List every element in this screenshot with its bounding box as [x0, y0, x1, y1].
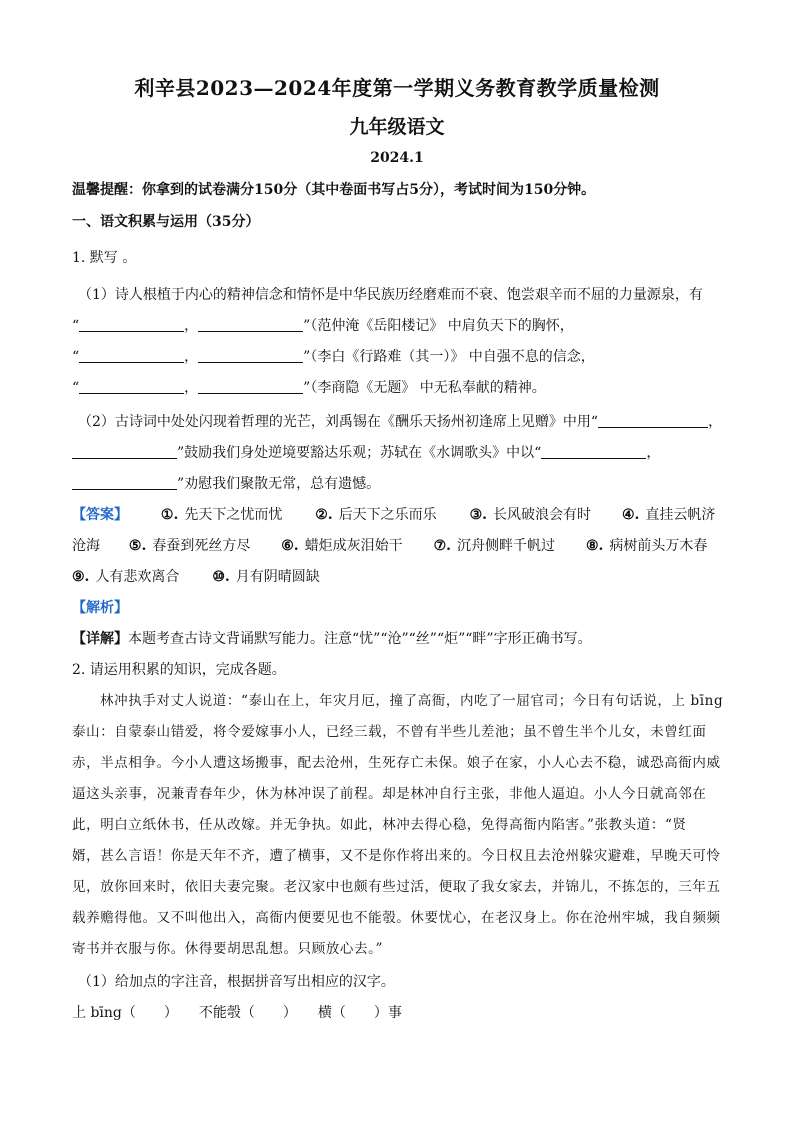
- answer-line1: [72, 505, 732, 525]
- q1-part1-line2: [72, 316, 732, 336]
- answer-num: ②.: [315, 507, 333, 523]
- answer-num: ⑧.: [585, 538, 604, 554]
- q1-part2-line3: [72, 474, 732, 494]
- q2-title: 2. 请运用积累的知识，完成各题。: [72, 662, 286, 678]
- answer-num: ⑥.: [281, 538, 299, 554]
- blank-6[interactable]: [198, 379, 303, 394]
- q1-part2-text: （2）古诗词中处处闪现着哲理的光芒，刘禹锡在《酬乐天扬州初逢席上见赠》中用“: [78, 414, 599, 430]
- quote-open: “: [72, 349, 80, 365]
- q1-part2-line2: [72, 443, 732, 463]
- passage-line: 林冲执手对丈人说道：“泰山在上，年灾月厄，撞了高衙，内吃了一屈官司；今日有句话说，上 bīng: [100, 693, 724, 709]
- blank-2[interactable]: [198, 317, 303, 332]
- answer-num: ⑩.: [212, 569, 230, 585]
- q1-line2-source: ”（范仲淹《岳阳楼记》 中肩负天下的胸怀，: [303, 318, 574, 334]
- answer-line2: [72, 536, 732, 556]
- passage-line: 见，放你回来时，依旧夫妻完聚。老汉家中也颇有些过活，便取了我女家去，并锦儿，不拣怎的，三年五: [72, 879, 721, 895]
- comma: ，: [646, 445, 661, 461]
- answer-num: ③.: [469, 507, 488, 523]
- passage-line: 此，明白立纸休书，任从改嫁。并无争执。如此，林冲去得心稳，免得高衙内陷害。”张教头道：“贤: [72, 817, 687, 833]
- answer-item: 沧海: [72, 538, 100, 554]
- answer-item: 后天下之乐而乐: [338, 507, 437, 523]
- answer-label: 【答案】: [72, 507, 128, 523]
- exam-title: 利辛县2023—2024年度第一学期义务教育教学质量检测: [134, 76, 660, 100]
- q1-title: 1. 默写 。: [72, 250, 137, 266]
- blank-7[interactable]: [598, 413, 708, 428]
- comma: ，: [184, 318, 199, 334]
- blank-8[interactable]: [72, 444, 177, 459]
- exam-date: 2024.1: [370, 150, 424, 166]
- passage-line: 载养赡得他。又不叫他出入，高衙内便要见也不能彀。休要忧心，在老汉身上。你在沧州牢城，我自频频: [72, 910, 721, 926]
- answer-item: 沉舟侧畔千帆过: [457, 538, 556, 554]
- q2-sub1-items: 上 bīng（ ） 不能彀（ ） 横（ ）事: [72, 1005, 402, 1021]
- answer-item: 长风破浪会有时: [493, 507, 592, 523]
- blank-1[interactable]: [79, 317, 184, 332]
- answer-item: 月有阴晴圆缺: [235, 569, 320, 585]
- passage-line: 泰山：自蒙泰山错爱，将令爱嫁事小人，已经三载，不曾有半些儿差池；虽不曾生半个儿女，未曾红面: [72, 724, 707, 740]
- comma: ，: [184, 380, 199, 396]
- blank-3[interactable]: [79, 348, 184, 363]
- passage-line: 赤，半点相争。今小人遭这场搬事，配去沧州，生死存亡未保。娘子在家，小人心去不稳，诚恐高衙内威: [72, 755, 721, 771]
- detail-label: 【详解】: [72, 631, 128, 647]
- quote-open: “: [72, 380, 80, 396]
- answer-item: 人有悲欢离合: [95, 569, 180, 585]
- analysis-label: 【解析】: [72, 600, 128, 616]
- answer-num: ⑦.: [433, 538, 452, 554]
- answer-line3: [72, 567, 732, 587]
- answer-item: 直挂云帆济: [645, 507, 716, 523]
- answer-num: ④.: [621, 507, 640, 523]
- blank-10[interactable]: [72, 475, 177, 490]
- answer-num: ⑤.: [128, 538, 147, 554]
- q1-part1-line3: [72, 347, 732, 367]
- answer-num: ①.: [160, 507, 179, 523]
- answer-num: ⑨.: [72, 569, 90, 585]
- q1-part2-text3: ”劝慰我们聚散无常，总有遗憾。: [177, 476, 381, 492]
- q1-line3-source: ”（李白《行路难（其一）》 中自强不息的信念，: [303, 349, 595, 365]
- q1-part1-line4: [72, 378, 732, 398]
- detail-text: 本题考查古诗文背诵默写能力。注意“忧”“沧”“丝”“炬”“畔”字形正确书写。: [128, 631, 592, 647]
- answer-item: 先天下之忧而忧: [184, 507, 283, 523]
- q1-part2-line1: [78, 412, 738, 432]
- exam-subtitle: 九年级语文: [349, 116, 445, 138]
- passage-line: 寄书并衣服与你。休得要胡思乱想。只顾放心去。”: [72, 941, 383, 957]
- passage-line: 婿，甚么言语！你是天年不齐，遭了横事，又不是你作将出来的。今日权且去沧州躲灾避难，早晚天可怜: [72, 848, 721, 864]
- answer-item: 病树前头万木春: [609, 538, 708, 554]
- comma: ，: [708, 414, 723, 430]
- quote-open: “: [72, 318, 80, 334]
- blank-5[interactable]: [79, 379, 184, 394]
- analysis-detail: [72, 629, 732, 649]
- q1-part1-line1: （1）诗人根植于内心的精神信念和情怀是中华民族历经磨难而不衰、饱尝艰辛而不屈的力量源泉，有: [78, 287, 703, 303]
- section-heading-1: 一、语文积累与运用（35分）: [72, 214, 260, 230]
- q2-sub1: （1）给加点的字注音，根据拼音写出相应的汉字。: [78, 974, 395, 990]
- tip-text: 温馨提醒：你拿到的试卷满分150分（其中卷面书写占5分），考试时间为150分钟。: [72, 182, 596, 198]
- q1-line4-source: ”（李商隐《无题》 中无私奉献的精神。: [303, 380, 546, 396]
- blank-9[interactable]: [541, 444, 646, 459]
- passage-line: 逼这头亲事，况兼青春年少，休为林冲误了前程。却是林冲自行主张，非他人逼迫。小人今日就高邻在: [72, 786, 707, 802]
- comma: ，: [184, 349, 199, 365]
- answer-item: 春蚕到死丝方尽: [152, 538, 251, 554]
- q1-part2-text2: ”鼓励我们身处逆境要豁达乐观；苏轼在《水调歌头》中以“: [177, 445, 542, 461]
- blank-4[interactable]: [198, 348, 303, 363]
- answer-item: 蜡炬成灰泪始干: [304, 538, 403, 554]
